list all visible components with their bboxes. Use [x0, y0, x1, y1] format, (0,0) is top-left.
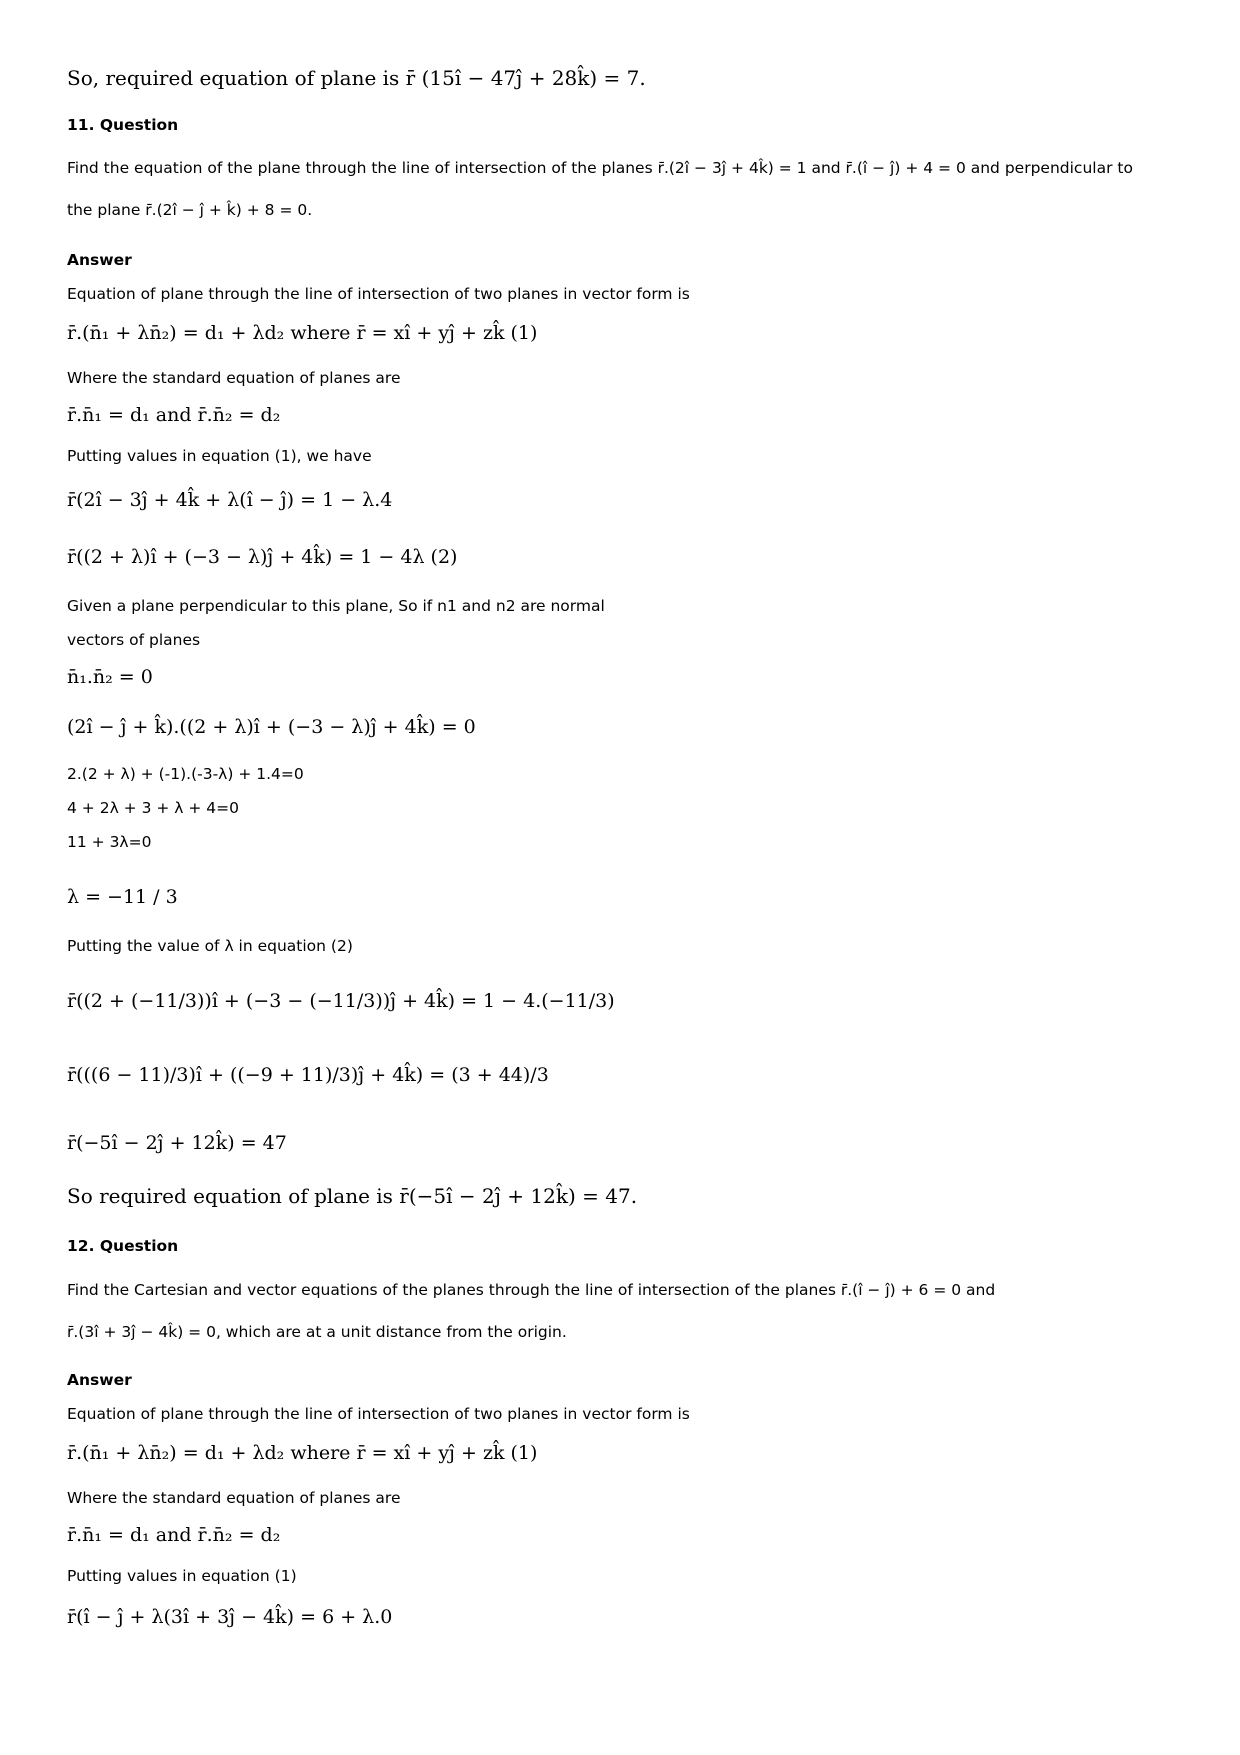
answer-11-standard-equation: r̄.n̄₁ = d₁ and r̄.n̄₂ = d₂ [67, 404, 281, 426]
answer-11-heading: Answer [67, 251, 132, 269]
answer-11-dot-product: (2î − ĵ + k̂).((2 + λ)î + (−3 − λ)ĵ + 4k̂) = 0 [67, 716, 476, 738]
prev-conclusion-equation: So, required equation of plane is r̄ (15î − 47ĵ + 28k̂) = 7. [67, 66, 646, 90]
question-12-text-line-2: r̄.(3î + 3ĵ − 4k̂) = 0, which are at a unit distance from the origin. [67, 1323, 567, 1341]
answer-11-eq-lambda-2: r̄(((6 − 11)/3)î + ((−9 + 11)/3)ĵ + 4k̂) = (3 + 44)/3 [67, 1064, 549, 1086]
question-11-text-line-1: Find the equation of the plane through the line of intersection of the planes r̄.(2î − 3ĵ + 4k̂) = 1 and r̄.(î − ĵ) + 4 = 0 and perpendicular to [67, 159, 1133, 177]
answer-12-putting-values: Putting values in equation (1) [67, 1567, 297, 1585]
answer-12-standard-equation: r̄.n̄₁ = d₁ and r̄.n̄₂ = d₂ [67, 1524, 281, 1546]
question-11-heading: 11. Question [67, 116, 179, 134]
answer-11-intro: Equation of plane through the line of intersection of two planes in vector form is [67, 285, 690, 303]
answer-12-intro: Equation of plane through the line of intersection of two planes in vector form is [67, 1405, 690, 1423]
answer-11-dot-zero: n̄₁.n̄₂ = 0 [67, 666, 153, 688]
answer-11-eq-result: r̄(−5î − 2ĵ + 12k̂) = 47 [67, 1132, 287, 1154]
answer-11-lambda-value: λ = −11 / 3 [67, 886, 178, 908]
answer-12-heading: Answer [67, 1371, 132, 1389]
question-12-text-line-1: Find the Cartesian and vector equations of the planes through the line of intersection of the planes r̄.(î − ĵ) + 6 = 0 and [67, 1281, 996, 1299]
answer-11-step-2: 4 + 2λ + 3 + λ + 4=0 [67, 799, 240, 817]
answer-12-general-equation: r̄.(n̄₁ + λn̄₂) = d₁ + λd₂ where r̄ = xî + yĵ + zk̂ (1) [67, 1442, 538, 1464]
question-12-heading: 12. Question [67, 1237, 179, 1255]
answer-11-conclusion: So required equation of plane is r̄(−5î − 2ĵ + 12k̂) = 47. [67, 1184, 638, 1208]
question-11-text-line-2: the plane r̄.(2î − ĵ + k̂) + 8 = 0. [67, 201, 313, 219]
answer-11-step-3: 11 + 3λ=0 [67, 833, 152, 851]
answer-11-step-1: 2.(2 + λ) + (-1).(-3-λ) + 1.4=0 [67, 765, 304, 783]
answer-11-putting-lambda: Putting the value of λ in equation (2) [67, 937, 353, 955]
answer-11-perpendicular-text-1: Given a plane perpendicular to this plane, So if n1 and n2 are normal [67, 597, 605, 615]
answer-11-perpendicular-text-2: vectors of planes [67, 631, 201, 649]
answer-11-eq-2: r̄((2 + λ)î + (−3 − λ)ĵ + 4k̂) = 1 − 4λ (2) [67, 546, 458, 568]
answer-11-putting-values: Putting values in equation (1), we have [67, 447, 372, 465]
answer-12-eq-substituted: r̄(î − ĵ + λ(3î + 3ĵ − 4k̂) = 6 + λ.0 [67, 1606, 393, 1628]
answer-11-general-equation: r̄.(n̄₁ + λn̄₂) = d₁ + λd₂ where r̄ = xî + yĵ + zk̂ (1) [67, 322, 538, 344]
answer-11-eq-lambda-1: r̄((2 + (−11/3))î + (−3 − (−11/3))ĵ + 4k̂) = 1 − 4.(−11/3) [67, 990, 615, 1012]
answer-11-standard-text: Where the standard equation of planes are [67, 369, 401, 387]
answer-11-eq-substituted: r̄(2î − 3ĵ + 4k̂ + λ(î − ĵ) = 1 − λ.4 [67, 489, 393, 511]
answer-12-standard-text: Where the standard equation of planes are [67, 1489, 401, 1507]
